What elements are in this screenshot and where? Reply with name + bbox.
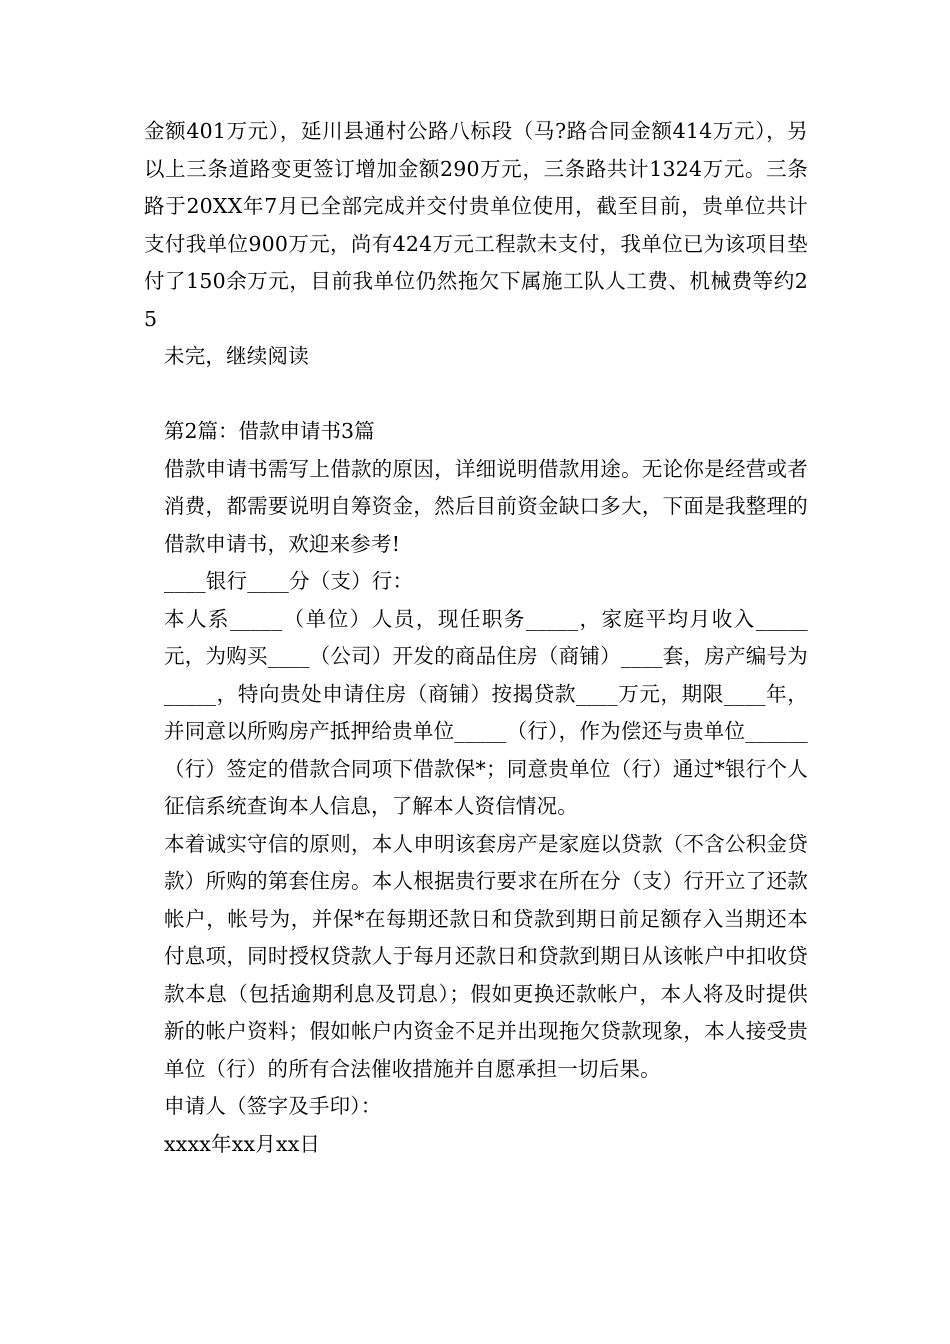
blank-line bbox=[144, 376, 808, 414]
document-page bbox=[144, 113, 808, 1163]
section-title: 第2篇：借款申请书3篇 bbox=[164, 419, 375, 443]
intro-paragraph: 借款申请书需写上借款的原因，详细说明借款用途。无论你是经营或者消费，都需要说明自筹资金，然后目前资金缺口多大，下面是我整理的借款申请书，欢迎来参考! bbox=[164, 456, 808, 556]
body-paragraph-2: 本着诚实守信的原则，本人申明该套房产是家庭以贷款（不含公积金贷款）所购的第套住房。本人根据贵行要求在所在分（支）行开立了还款帐户，帐号为，并保*在每期还款日和贷款到期日前足额存入当期还本付息项，同时授权贷款人于每月还款日和贷款到期日从该帐户中扣收贷款本息（包括逾期利息及罚息）；假如更换还款帐户，本人将及时提供新的帐户资料；假如帐户内资金不足并出现拖欠贷款现象，本人接受贵单位（行）的所有合法催收措施并自愿承担一切后果。 bbox=[164, 831, 808, 1081]
paragraph-continued: 金额401万元），延川县通村公路八标段（马?路合同金额414万元），另以上三条道路变更签订增加金额290万元，三条路共计1324万元。三条路于20XX年7月已全部完成并交付贵单位使用，截至目前，贵单位共计支付我单位900万元，尚有424万元工程款未支付，我单位已为该项目垫付了150余万元，目前我单位仍然拖欠下属施工队人工费、机械费等约25 bbox=[144, 119, 808, 331]
applicant-signature-line: 申请人（签字及手印）： bbox=[164, 1094, 382, 1118]
bank-salutation: ____银行____分（支）行： bbox=[164, 569, 414, 593]
body-paragraph-1: 本人系_____（单位）人员，现任职务_____，家庭平均月收入_____元，为购买____（公司）开发的商品住房（商铺）____套，房产编号为_____，特向贵处申请住房（商铺）按揭贷款____万元，期限____年，并同意以所购房产抵押给贵单位_____（行），作为偿还与贵单位______（行）签定的借款合同项下借款保*；同意贵单位（行）通过*银行个人征信系统查询本人信息，了解本人资信情况。 bbox=[164, 606, 808, 818]
date-line: xxxx年xx月xx日 bbox=[164, 1131, 321, 1156]
continue-reading-text: 未完，继续阅读 bbox=[164, 344, 309, 368]
